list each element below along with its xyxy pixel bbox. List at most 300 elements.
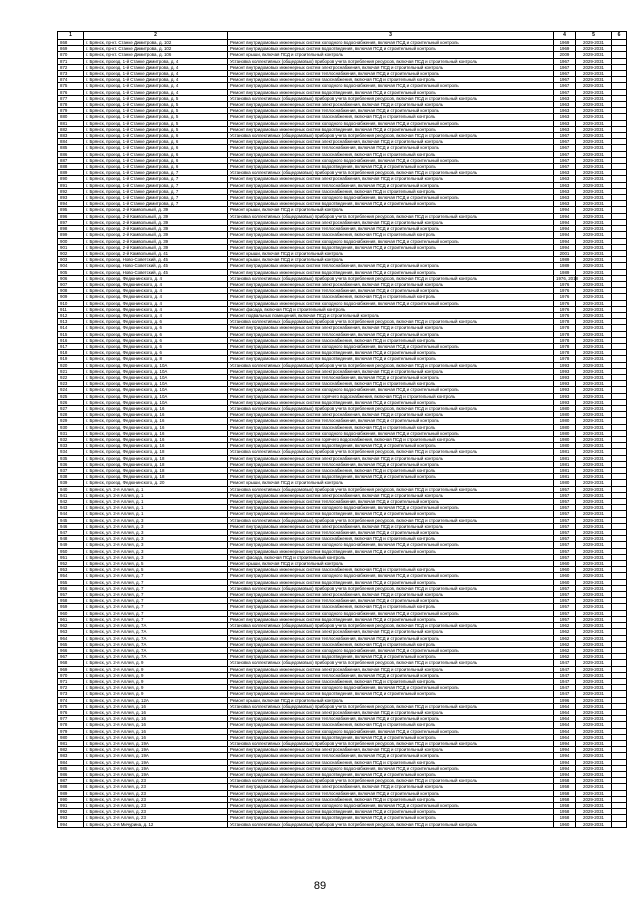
period-cell: 2029-2031 <box>576 554 612 560</box>
address-cell: г. Брянск, ул. 2-я Аллея, д. 7 <box>84 604 228 610</box>
build-year-cell: 1967 <box>554 58 576 64</box>
period-cell: 2029-2031 <box>576 176 612 182</box>
work-type-cell: Ремонт внутридомовых инженерных систем газоснабжения, включая ПСД и строительный контроль <box>228 468 554 474</box>
work-type-cell: Ремонт внутридомовых инженерных систем холодного водоснабжения, включая ПСД и строительный контроль <box>228 505 554 511</box>
address-cell: г. Брянск, проезд. Федюнинского, д. 4 <box>84 288 228 294</box>
row-number-cell: 958 <box>58 598 84 604</box>
period-cell: 2029-2031 <box>576 654 612 660</box>
row-number-cell: 943 <box>58 505 84 511</box>
address-cell: г. Брянск, ул. 2-я Аллея, д. 23 <box>84 815 228 821</box>
period-cell: 2029-2031 <box>576 312 612 318</box>
address-cell: г. Брянск, проезд. 1-й Станке Димитрова, д. 4 <box>84 71 228 77</box>
row-number-cell: 986 <box>58 771 84 777</box>
row-number-cell: 963 <box>58 629 84 635</box>
address-cell: г. Брянск, проезд. 1-й Станке Димитрова, д. 6 <box>84 145 228 151</box>
period-cell: 2029-2031 <box>576 740 612 746</box>
address-cell: г. Брянск, ул. 2-я Аллея, д. 7 <box>84 585 228 591</box>
period-cell: 2029-2031 <box>576 281 612 287</box>
address-cell: г. Брянск, ул. 2-я Аллея, д. 3 <box>84 548 228 554</box>
work-type-cell: Ремонт внутридомовых инженерных систем водоотведения, включая ПСД и строительный контроль <box>228 511 554 517</box>
build-year-cell: 1994 <box>554 207 576 213</box>
period-cell: 2029-2031 <box>576 443 612 449</box>
period-cell: 2029-2031 <box>576 350 612 356</box>
build-year-cell: 1980 <box>554 443 576 449</box>
work-type-cell: Ремонт внутридомовых инженерных систем теплоснабжения, включая ПСД и строительный контроль <box>228 145 554 151</box>
row-number-cell: 874 <box>58 77 84 83</box>
row-number-cell: 979 <box>58 728 84 734</box>
work-type-cell: Ремонт внутридомовых инженерных систем холодного водоснабжения, включая ПСД и строительный контроль <box>228 765 554 771</box>
build-year-cell: 1958 <box>554 809 576 815</box>
address-cell: г. Брянск, ул. 2-я Аллея, д. 9 <box>84 685 228 691</box>
period-cell: 2029-2031 <box>576 468 612 474</box>
address-cell: г. Брянск, проезд. Федюнинского, д. 6 <box>84 350 228 356</box>
row-number-cell: 934 <box>58 449 84 455</box>
work-type-cell: Ремонт внутридомовых инженерных систем холодного водоснабжения, включая ПСД и строительный контроль <box>228 685 554 691</box>
period-cell: 2029-2031 <box>576 393 612 399</box>
period-cell: 2029-2031 <box>576 629 612 635</box>
build-year-cell: 1994 <box>554 226 576 232</box>
build-year-cell: 1957 <box>554 523 576 529</box>
work-type-cell: Установка коллективных (общедомовых) приборов учета потребления ресурсов, включая ПСД и строительный контроль <box>228 660 554 666</box>
work-type-cell: Ремонт внутридомовых инженерных систем теплоснабжения, включая ПСД и строительный контроль <box>228 499 554 505</box>
row-number-cell: 868 <box>58 40 84 46</box>
build-year-cell: 1978 <box>554 350 576 356</box>
period-cell: 2029-2031 <box>576 647 612 653</box>
work-type-cell: Ремонт внутридомовых инженерных систем электроснабжения, включая ПСД и строительный контроль <box>228 281 554 287</box>
period-cell: 2029-2031 <box>576 660 612 666</box>
address-cell: г. Брянск, ул. 2-я Аллея, д. 16 <box>84 722 228 728</box>
build-year-cell: 1947 <box>554 660 576 666</box>
address-cell: г. Брянск, проезд. Федюнинского, д. 4 <box>84 281 228 287</box>
address-cell: г. Брянск, проезд. 1-й Станке Димитрова, д. 7 <box>84 188 228 194</box>
work-type-cell: Ремонт внутридомовых инженерных систем теплоснабжения, включая ПСД и строительный контроль <box>228 374 554 380</box>
build-year-cell: 1994 <box>554 759 576 765</box>
row-number-cell: 951 <box>58 554 84 560</box>
period-cell: 2029-2031 <box>576 778 612 784</box>
address-cell: г. Брянск, пр-кт. Станке Димитрова, д. 102 <box>84 40 228 46</box>
build-year-cell: 1994 <box>554 232 576 238</box>
build-year-cell: 1976 <box>554 312 576 318</box>
build-year-cell: 1958 <box>554 778 576 784</box>
work-type-cell: Ремонт внутридомовых инженерных систем теплоснабжения, включая ПСД и строительный контроль <box>228 108 554 114</box>
period-cell: 2029-2031 <box>576 523 612 529</box>
address-cell: г. Брянск, пр-кт. Станке Димитрова, д. 106 <box>84 52 228 58</box>
work-type-cell: Ремонт внутридомовых инженерных систем электроснабжения, включая ПСД и строительный контроль <box>228 455 554 461</box>
build-year-cell: 1963 <box>554 201 576 207</box>
period-cell: 2029-2031 <box>576 151 612 157</box>
address-cell: г. Брянск, проезд. 1-й Станке Димитрова, д. 4 <box>84 89 228 95</box>
row-number-cell: 894 <box>58 201 84 207</box>
row-number-cell: 933 <box>58 443 84 449</box>
build-year-cell: 1996 <box>554 697 576 703</box>
row-number-cell: 907 <box>58 281 84 287</box>
work-type-cell: Ремонт внутридомовых инженерных систем газоснабжения, включая ПСД и строительный контроль <box>228 294 554 300</box>
row-number-cell: 956 <box>58 585 84 591</box>
address-cell: г. Брянск, проезд. Федюнинского, д. 16 <box>84 412 228 418</box>
row-number-cell: 975 <box>58 703 84 709</box>
period-cell: 2029-2031 <box>576 610 612 616</box>
build-year-cell: 1964 <box>554 734 576 740</box>
address-cell: г. Брянск, ул. 2-я Аллея, д. 7А <box>84 623 228 629</box>
row-number-cell: 880 <box>58 114 84 120</box>
row-number-cell: 906 <box>58 275 84 281</box>
row-number-cell: 889 <box>58 170 84 176</box>
address-cell: г. Брянск, пр-кт. Станке Димитрова, д. 102 <box>84 46 228 52</box>
work-type-cell: Установка коллективных (общедомовых) приборов учета потребления ресурсов, включая ПСД и строительный контроль <box>228 275 554 281</box>
work-type-cell: Ремонт внутридомовых инженерных систем холодного водоснабжения, включая ПСД и строительный контроль <box>228 157 554 163</box>
period-cell: 2029-2031 <box>576 219 612 225</box>
build-year-cell: 1976 <box>554 294 576 300</box>
row-number-cell: 886 <box>58 151 84 157</box>
period-cell: 2029-2031 <box>576 337 612 343</box>
build-year-cell: 1957 <box>554 585 576 591</box>
build-year-cell: 1957 <box>554 548 576 554</box>
build-year-cell: 1994 <box>554 740 576 746</box>
period-cell: 2029-2031 <box>576 52 612 58</box>
period-cell: 2029-2031 <box>576 709 612 715</box>
address-cell: г. Брянск, проезд. Федюнинского, д. 16 <box>84 443 228 449</box>
period-cell: 2029-2031 <box>576 244 612 250</box>
address-cell: г. Брянск, проезд. Федюнинского, д. 10А <box>84 362 228 368</box>
row-number-cell: 870 <box>58 52 84 58</box>
row-number-cell: 988 <box>58 784 84 790</box>
build-year-cell: 1994 <box>554 244 576 250</box>
work-type-cell: Ремонт внутридомовых инженерных систем холодного водоснабжения, включая ПСД и строительный контроль <box>228 195 554 201</box>
page-number: 89 <box>313 880 327 892</box>
address-cell: г. Брянск, проезд. 2-й Камвольный, д. 41 <box>84 250 228 256</box>
address-cell: г. Брянск, ул. 2-я Аллея, д. 23 <box>84 790 228 796</box>
build-year-cell: 1994 <box>554 747 576 753</box>
work-type-cell: Ремонт внутридомовых инженерных систем холодного водоснабжения, включая ПСД и строительный контроль <box>228 238 554 244</box>
build-year-cell: 1958 <box>554 790 576 796</box>
work-type-cell: Ремонт внутридомовых инженерных систем холодного водоснабжения, включая ПСД и строительный контроль <box>228 573 554 579</box>
address-cell: г. Брянск, ул. 2-я Аллея, д. 7 <box>84 573 228 579</box>
row-number-cell: 917 <box>58 343 84 349</box>
work-type-cell: Ремонт внутридомовых инженерных систем водоотведения, включая ПСД и строительный контроль <box>228 734 554 740</box>
period-cell: 2029-2031 <box>576 685 612 691</box>
build-year-cell: 1967 <box>554 64 576 70</box>
build-year-cell: 1967 <box>554 145 576 151</box>
row-number-cell: 984 <box>58 759 84 765</box>
address-cell: г. Брянск, проезд. Федюнинского, д. 4 <box>84 294 228 300</box>
row-number-cell: 913 <box>58 319 84 325</box>
work-type-cell: Ремонт внутридомовых инженерных систем газоснабжения, включая ПСД и строительный контроль <box>228 151 554 157</box>
period-cell: 2029-2031 <box>576 275 612 281</box>
header-col-6: 6 <box>612 32 627 40</box>
work-type-cell: Ремонт внутридомовых инженерных систем электроснабжения, включая ПСД и строительный контроль <box>228 102 554 108</box>
address-cell: г. Брянск, ул. 2-я Аллея, д. 19А <box>84 771 228 777</box>
work-type-cell: Установка коллективных (общедомовых) приборов учета потребления ресурсов, включая ПСД и строительный контроль <box>228 517 554 523</box>
period-cell: 2029-2031 <box>576 449 612 455</box>
period-cell: 2029-2031 <box>576 678 612 684</box>
build-year-cell: 1967 <box>554 89 576 95</box>
build-year-cell: 1993 <box>554 362 576 368</box>
row-number-cell: 994 <box>58 821 84 827</box>
row-number-cell: 872 <box>58 64 84 70</box>
work-type-cell: Установка коллективных (общедомовых) приборов учета потребления ресурсов, включая ПСД и строительный контроль <box>228 58 554 64</box>
row-number-cell: 920 <box>58 362 84 368</box>
row-number-cell: 974 <box>58 697 84 703</box>
work-type-cell: Ремонт внутридомовых инженерных систем холодного водоснабжения, включая ПСД и строительный контроль <box>228 542 554 548</box>
build-year-cell: 1994 <box>554 219 576 225</box>
period-cell: 2029-2031 <box>576 771 612 777</box>
build-year-cell: 1989 <box>554 263 576 269</box>
address-cell: г. Брянск, проезд. Федюнинского, д. 4 <box>84 300 228 306</box>
build-year-cell: 1964 <box>554 709 576 715</box>
work-type-cell: Ремонт внутридомовых инженерных систем холодного водоснабжения, включая ПСД и строительный контроль <box>228 120 554 126</box>
work-type-cell: Ремонт внутридомовых инженерных систем водоотведения, включая ПСД и строительный контроль <box>228 201 554 207</box>
build-year-cell: 1963 <box>554 95 576 101</box>
work-type-cell: Ремонт крыши, включая ПСД и строительный контроль <box>228 52 554 58</box>
period-cell: 2029-2031 <box>576 641 612 647</box>
address-cell: г. Брянск, ул. 2-я Аллея, д. 12А <box>84 697 228 703</box>
header-col-5: 5 <box>576 32 612 40</box>
row-number-cell: 980 <box>58 734 84 740</box>
row-number-cell: 869 <box>58 46 84 52</box>
row-number-cell: 909 <box>58 294 84 300</box>
address-cell: г. Брянск, проезд. Федюнинского, д. 16 <box>84 424 228 430</box>
build-year-cell: 1967 <box>554 164 576 170</box>
period-cell: 2029-2031 <box>576 300 612 306</box>
address-cell: г. Брянск, проезд. Федюнинского, д. 16 <box>84 430 228 436</box>
row-number-cell: 944 <box>58 511 84 517</box>
period-cell: 2029-2031 <box>576 405 612 411</box>
row-number-cell: 899 <box>58 232 84 238</box>
build-year-cell: 1963 <box>554 120 576 126</box>
row-number-cell: 964 <box>58 635 84 641</box>
build-year-cell: 1980 <box>554 405 576 411</box>
row-number-cell: 965 <box>58 641 84 647</box>
build-year-cell: 1958 <box>554 796 576 802</box>
build-year-cell: 1958 <box>554 802 576 808</box>
work-type-cell: Ремонт внутридомовых инженерных систем газоснабжения, включая ПСД и строительный контроль <box>228 641 554 647</box>
address-cell: г. Брянск, ул. 2-я Аллея, д. 23 <box>84 778 228 784</box>
address-cell: г. Брянск, ул. 2-я Аллея, д. 1 <box>84 505 228 511</box>
row-number-cell: 985 <box>58 765 84 771</box>
build-year-cell: 1957 <box>554 492 576 498</box>
address-cell: г. Брянск, ул. 2-я Аллея, д. 7 <box>84 616 228 622</box>
address-cell: г. Брянск, проезд. 1-й Станке Димитрова, д. 4 <box>84 77 228 83</box>
work-type-cell: Ремонт внутридомовых инженерных систем электроснабжения, включая ПСД и строительный контроль <box>228 592 554 598</box>
period-cell: 2029-2031 <box>576 120 612 126</box>
build-year-cell: 1960 <box>554 821 576 827</box>
row-number-cell: 946 <box>58 523 84 529</box>
build-year-cell: 1993 <box>554 381 576 387</box>
period-cell: 2029-2031 <box>576 635 612 641</box>
row-number-cell: 939 <box>58 480 84 486</box>
work-type-cell: Ремонт внутридомовых инженерных систем теплоснабжения, включая ПСД и строительный контроль <box>228 672 554 678</box>
address-cell: г. Брянск, ул. 2-я Аллея, д. 3 <box>84 554 228 560</box>
row-number-cell: 904 <box>58 263 84 269</box>
address-cell: г. Брянск, проезд. Федюнинского, д. 6 <box>84 325 228 331</box>
address-cell: г. Брянск, проезд. 1-й Станке Димитрова, д. 6 <box>84 157 228 163</box>
row-number-cell: 961 <box>58 616 84 622</box>
period-cell: 2029-2031 <box>576 542 612 548</box>
address-cell: г. Брянск, проезд. Федюнинского, д. 8 <box>84 356 228 362</box>
build-year-cell: 1969 <box>554 40 576 46</box>
row-number-cell: 926 <box>58 399 84 405</box>
address-cell: г. Брянск, ул. 2-я Аллея, д. 9 <box>84 660 228 666</box>
build-year-cell: 1963 <box>554 102 576 108</box>
build-year-cell: 1967 <box>554 151 576 157</box>
build-year-cell: 1958 <box>554 784 576 790</box>
row-number-cell: 895 <box>58 207 84 213</box>
address-cell: г. Брянск, ул. 2-я Аллея, д. 16 <box>84 703 228 709</box>
row-number-cell: 954 <box>58 573 84 579</box>
work-type-cell: Ремонт внутридомовых инженерных систем водоотведения, включая ПСД и строительный контроль <box>228 126 554 132</box>
address-cell: г. Брянск, ул. 2-я Аллея, д. 16 <box>84 734 228 740</box>
period-cell: 2029-2031 <box>576 114 612 120</box>
work-type-cell: Ремонт внутридомовых инженерных систем газоснабжения, включая ПСД и строительный контроль <box>228 604 554 610</box>
period-cell: 2029-2031 <box>576 759 612 765</box>
table-row <box>58 821 627 827</box>
row-number-cell: 970 <box>58 672 84 678</box>
address-cell: г. Брянск, ул. 2-я Аллея, д. 23 <box>84 809 228 815</box>
work-type-cell: Ремонт внутридомовых инженерных систем газоснабжения, включая ПСД и строительный контроль <box>228 77 554 83</box>
row-number-cell: 876 <box>58 89 84 95</box>
address-cell: г. Брянск, проезд. 1-й Станке Димитрова, д. 7 <box>84 195 228 201</box>
build-year-cell: 1976 <box>554 300 576 306</box>
work-type-cell: Ремонт внутридомовых инженерных систем газоснабжения, включая ПСД и строительный контроль <box>228 759 554 765</box>
address-cell: г. Брянск, проезд. Федюнинского, д. 16 <box>84 437 228 443</box>
build-year-cell: 1947 <box>554 666 576 672</box>
address-cell: г. Брянск, проезд. 1-й Станке Димитрова, д. 5 <box>84 120 228 126</box>
build-year-cell: 1963 <box>554 170 576 176</box>
period-cell: 2029-2031 <box>576 548 612 554</box>
period-cell: 2029-2031 <box>576 64 612 70</box>
period-cell: 2029-2031 <box>576 164 612 170</box>
period-cell: 2029-2031 <box>576 579 612 585</box>
row-number-cell: 969 <box>58 666 84 672</box>
build-year-cell: 1957 <box>554 499 576 505</box>
address-cell: г. Брянск, ул. 2-я Аллея, д. 9 <box>84 666 228 672</box>
period-cell: 2029-2031 <box>576 815 612 821</box>
period-cell: 2029-2031 <box>576 573 612 579</box>
work-type-cell: Ремонт внутридомовых инженерных систем электроснабжения, включая ПСД и строительный контроль <box>228 666 554 672</box>
address-cell: г. Брянск, ул. 2-я Аллея, д. 7А <box>84 647 228 653</box>
build-year-cell: 2009 <box>554 52 576 58</box>
address-cell: г. Брянск, проезд. Федюнинского, д. 16 <box>84 418 228 424</box>
address-cell: г. Брянск, проезд. 1-й Станке Димитрова, д. 7 <box>84 176 228 182</box>
build-year-cell: 1963 <box>554 176 576 182</box>
build-year-cell: 2001 <box>554 250 576 256</box>
address-cell: г. Брянск, проезд. 1-й Станке Димитрова, д. 4 <box>84 58 228 64</box>
row-number-cell: 990 <box>58 796 84 802</box>
work-type-cell: Установка коллективных (общедомовых) приборов учета потребления ресурсов, включая ПСД и строительный контроль <box>228 623 554 629</box>
build-year-cell: 1963 <box>554 108 576 114</box>
address-cell: г. Брянск, проезд. Федюнинского, д. 4 <box>84 275 228 281</box>
build-year-cell: 1957 <box>554 530 576 536</box>
work-type-cell: Установка коллективных (общедомовых) приборов учета потребления ресурсов, включая ПСД и строительный контроль <box>228 740 554 746</box>
period-cell: 2029-2031 <box>576 716 612 722</box>
address-cell: г. Брянск, проезд. Федюнинского, д. 18 <box>84 449 228 455</box>
work-type-cell: Ремонт внутридомовых инженерных систем газоснабжения, включая ПСД и строительный контроль <box>228 722 554 728</box>
period-cell: 2029-2031 <box>576 517 612 523</box>
period-cell: 2029-2031 <box>576 331 612 337</box>
address-cell: г. Брянск, ул. 2-я Аллея, д. 19А <box>84 759 228 765</box>
address-cell: г. Брянск, проезд. Федюнинского, д. 18 <box>84 461 228 467</box>
build-year-cell: 1994 <box>554 753 576 759</box>
row-number-cell: 968 <box>58 660 84 666</box>
build-year-cell: 1981 <box>554 455 576 461</box>
build-year-cell: 1976 <box>554 288 576 294</box>
row-number-cell: 892 <box>58 188 84 194</box>
work-type-cell: Ремонт крыши, включая ПСД и строительный контроль <box>228 697 554 703</box>
period-cell: 2029-2031 <box>576 232 612 238</box>
period-cell: 2029-2031 <box>576 623 612 629</box>
work-type-cell: Ремонт фасада, включая ПСД и строительный контроль <box>228 306 554 312</box>
row-number-cell: 879 <box>58 108 84 114</box>
period-cell: 2029-2031 <box>576 486 612 492</box>
row-number-cell: 953 <box>58 567 84 573</box>
work-type-cell: Ремонт внутридомовых инженерных систем газоснабжения, включая ПСД и строительный контроль <box>228 796 554 802</box>
build-year-cell: 1967 <box>554 83 576 89</box>
row-number-cell: 949 <box>58 542 84 548</box>
work-type-cell: Ремонт внутридомовых инженерных систем горячего водоснабжения, включая ПСД и строительный контроль <box>228 393 554 399</box>
work-type-cell: Ремонт внутридомовых инженерных систем холодного водоснабжения, включая ПСД и строительный контроль <box>228 40 554 46</box>
work-type-cell: Ремонт внутридомовых инженерных систем теплоснабжения, включая ПСД и строительный контроль <box>228 635 554 641</box>
build-year-cell: 1957 <box>554 592 576 598</box>
period-cell: 2029-2031 <box>576 474 612 480</box>
work-type-cell: Ремонт внутридомовых инженерных систем водоотведения, включая ПСД и строительный контроль <box>228 548 554 554</box>
period-cell: 2029-2031 <box>576 269 612 275</box>
work-type-cell: Ремонт внутридомовых инженерных систем теплоснабжения, включая ПСД и строительный контроль <box>228 288 554 294</box>
period-cell: 2029-2031 <box>576 455 612 461</box>
work-type-cell: Установка коллективных (общедомовых) приборов учета потребления ресурсов, включая ПСД и строительный контроль <box>228 170 554 176</box>
work-type-cell: Ремонт внутридомовых инженерных систем холодного водоснабжения, включая ПСД и строительный контроль <box>228 802 554 808</box>
build-year-cell: 1980 <box>554 424 576 430</box>
build-year-cell: 1993 <box>554 387 576 393</box>
address-cell: г. Брянск, ул. 2-я Аллея, д. 7А <box>84 629 228 635</box>
period-cell: 2029-2031 <box>576 368 612 374</box>
period-cell: 2029-2031 <box>576 616 612 622</box>
address-cell: г. Брянск, ул. 2-я Аллея, д. 9 <box>84 672 228 678</box>
address-cell: г. Брянск, ул. 2-я Аллея, д. 1 <box>84 492 228 498</box>
work-type-cell: Ремонт внутридомовых инженерных систем водоотведения, включая ПСД и строительный контроль <box>228 654 554 660</box>
row-number-cell: 882 <box>58 126 84 132</box>
period-cell: 2029-2031 <box>576 728 612 734</box>
address-cell: г. Брянск, проезд. 1-й Станке Димитрова, д. 5 <box>84 95 228 101</box>
period-cell: 2029-2031 <box>576 505 612 511</box>
work-type-cell: Ремонт внутридомовых инженерных систем теплоснабжения, включая ПСД и строительный контроль <box>228 530 554 536</box>
address-cell: г. Брянск, ул. 2-я Аллея, д. 9 <box>84 678 228 684</box>
work-type-cell: Ремонт внутридомовых инженерных систем водоотведения, включая ПСД и строительный контроль <box>228 399 554 405</box>
row-number-cell: 919 <box>58 356 84 362</box>
row-number-cell: 942 <box>58 499 84 505</box>
row-number-cell: 896 <box>58 213 84 219</box>
build-year-cell: 1980 <box>554 430 576 436</box>
row-number-cell: 941 <box>58 492 84 498</box>
row-number-cell: 930 <box>58 424 84 430</box>
row-number-cell: 883 <box>58 133 84 139</box>
address-cell: г. Брянск, ул. 2-я Аллея, д. 7 <box>84 610 228 616</box>
build-year-cell: 1962 <box>554 641 576 647</box>
address-cell: г. Брянск, проезд. Федюнинского, д. 18 <box>84 474 228 480</box>
address-cell: г. Брянск, ул. 2-я Аллея, д. 3 <box>84 517 228 523</box>
period-cell: 2029-2031 <box>576 250 612 256</box>
address-cell: г. Брянск, ул. 2-я Аллея, д. 5 <box>84 561 228 567</box>
address-cell: г. Брянск, проезд. Федюнинского, д. 10А <box>84 399 228 405</box>
address-cell: г. Брянск, проезд. 1-й Станке Димитрова, д. 5 <box>84 126 228 132</box>
build-year-cell: 1994 <box>554 771 576 777</box>
period-cell: 2029-2031 <box>576 598 612 604</box>
build-year-cell: 1960 <box>554 579 576 585</box>
period-cell: 2029-2031 <box>576 536 612 542</box>
address-cell: г. Брянск, проезд. Федюнинского, д. 10А <box>84 368 228 374</box>
period-cell: 2029-2031 <box>576 424 612 430</box>
build-year-cell: 1967 <box>554 133 576 139</box>
build-year-cell: 1978 <box>554 325 576 331</box>
